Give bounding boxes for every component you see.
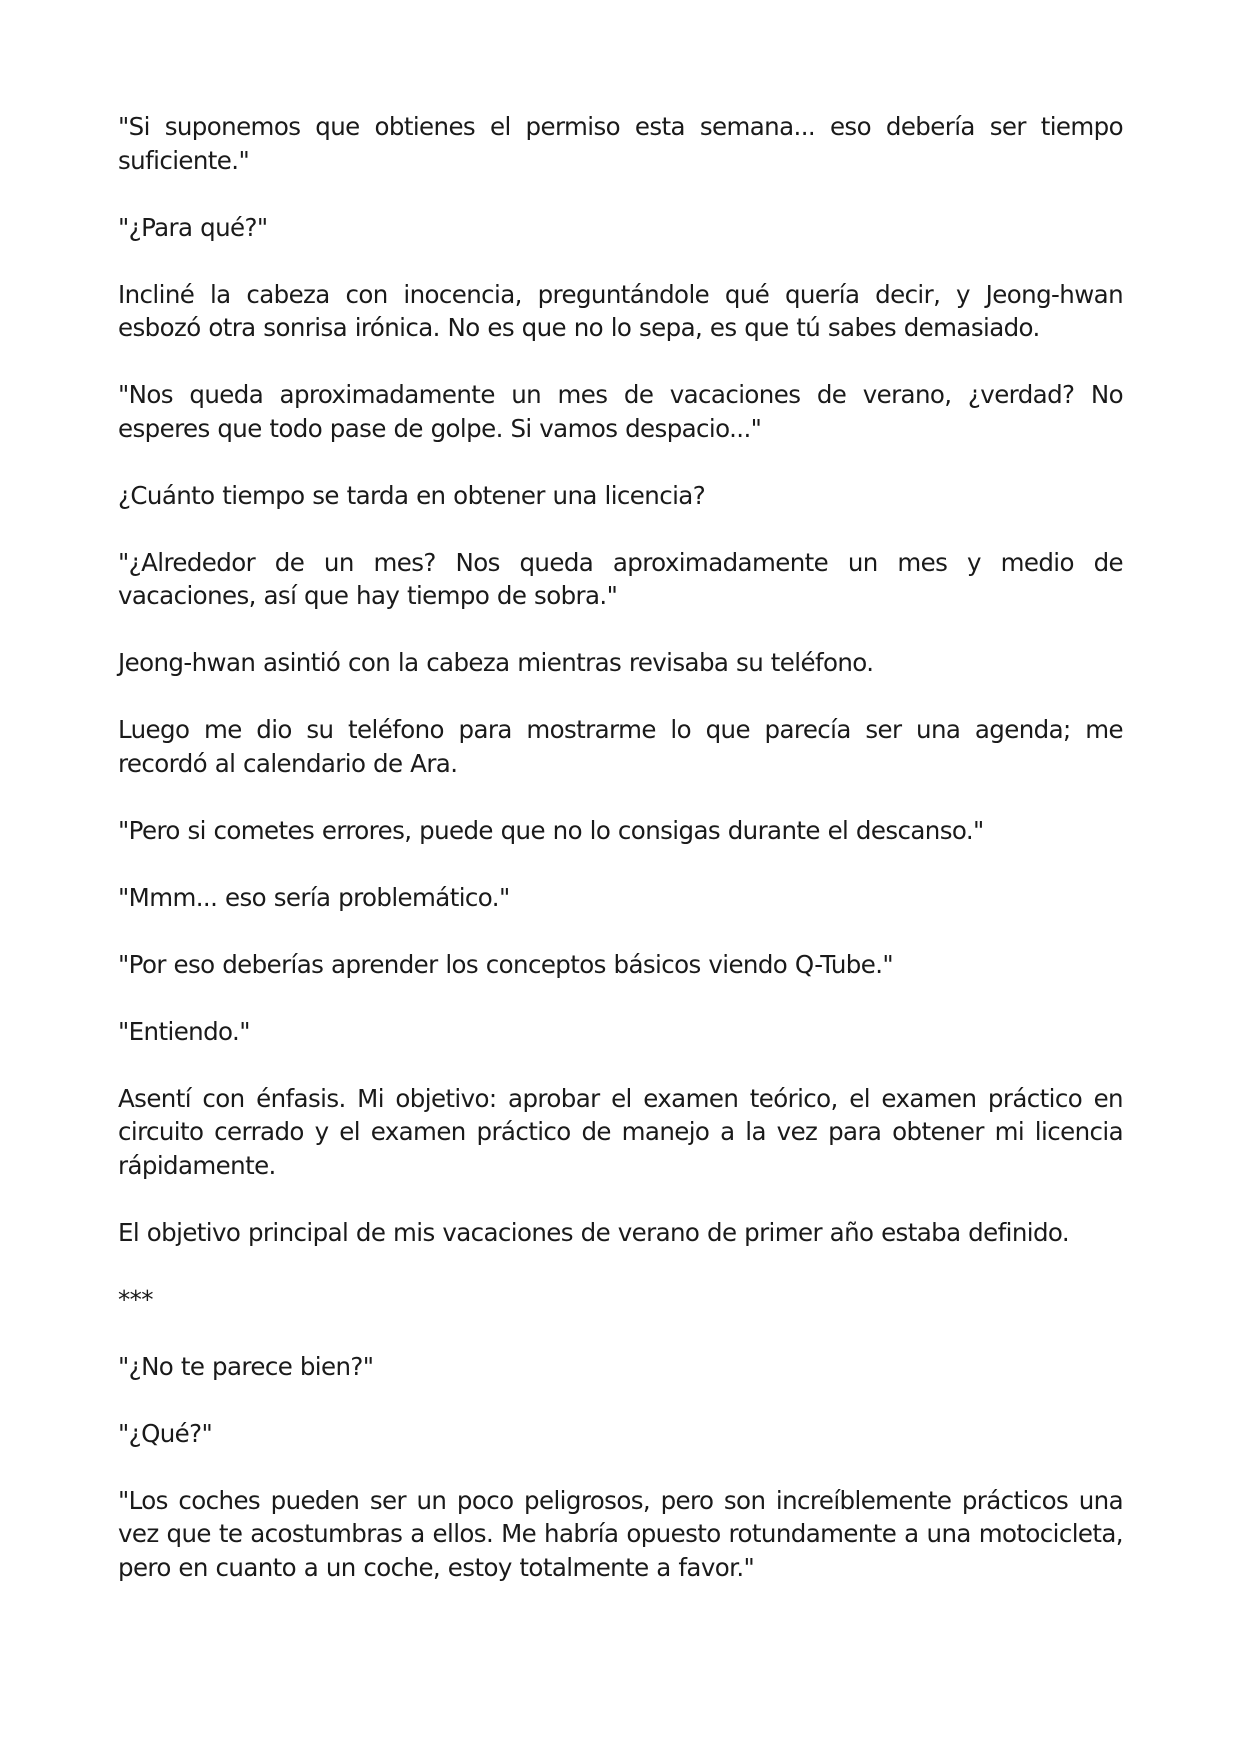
paragraph: "Por eso deberías aprender los conceptos básicos viendo Q-Tube." bbox=[118, 949, 894, 979]
paragraph: "Mmm... eso sería problemático." bbox=[118, 882, 510, 912]
scene-break: *** bbox=[118, 1284, 153, 1314]
paragraph: Asentí con énfasis. Mi objetivo: aprobar el examen teórico, el examen práctico en circuito cerrado y el examen práctico de manejo a la vez para obtener mi licencia rápidamente. bbox=[118, 1083, 1123, 1180]
paragraph: Incliné la cabeza con inocencia, preguntándole qué quería decir, y Jeong-hwan esbozó otra sonrisa irónica. No es que no lo sepa, es que tú sabes demasiado. bbox=[118, 279, 1123, 342]
paragraph: "¿Para qué?" bbox=[118, 212, 268, 242]
paragraph: "Nos queda aproximadamente un mes de vacaciones de verano, ¿verdad? No esperes que todo pase de golpe. Si vamos despacio..." bbox=[118, 380, 1123, 443]
paragraph: "¿Alrededor de un mes? Nos queda aproximadamente un mes y medio de vacaciones, así que hay tiempo de sobra." bbox=[118, 547, 1123, 610]
paragraph: "¿No te parece bien?" bbox=[118, 1351, 374, 1381]
paragraph: "Los coches pueden ser un poco peligrosos, pero son increíblemente prácticos una vez que te acostumbras a ellos. Me habría opuesto rotundamente a una motocicleta, pero en cuanto a un coche, estoy totalmente a favor." bbox=[118, 1485, 1123, 1582]
paragraph: Jeong-hwan asintió con la cabeza mientras revisaba su teléfono. bbox=[118, 648, 874, 677]
paragraph: El objetivo principal de mis vacaciones de verano de primer año estaba definido. bbox=[118, 1217, 1070, 1247]
paragraph: "Si suponemos que obtienes el permiso esta semana... eso debería ser tiempo suficiente." bbox=[118, 112, 1123, 175]
paragraph: "Pero si cometes errores, puede que no lo consigas durante el descanso." bbox=[118, 815, 984, 845]
paragraph: "¿Qué?" bbox=[118, 1418, 213, 1448]
paragraph: Luego me dio su teléfono para mostrarme lo que parecía ser una agenda; me recordó al calendario de Ara. bbox=[118, 715, 1123, 778]
document-page bbox=[118, 110, 1123, 1618]
paragraph: "Entiendo." bbox=[118, 1016, 250, 1046]
paragraph: ¿Cuánto tiempo se tarda en obtener una licencia? bbox=[118, 480, 706, 510]
